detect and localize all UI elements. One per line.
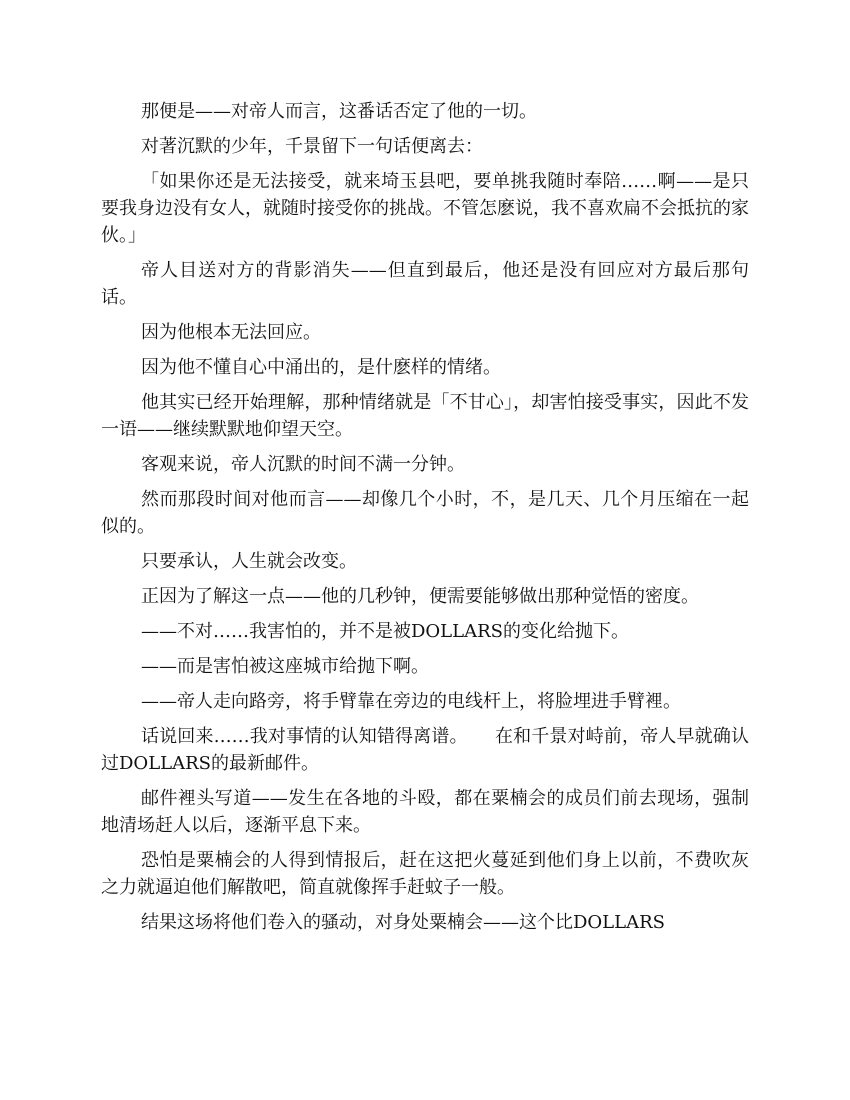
paragraph: 他其实已经开始理解，那种情绪就是「不甘心」，却害怕接受事实，因此不发一语——继续默默地仰望天空。 <box>101 392 749 440</box>
paragraph: 因为他不懂自心中涌出的，是什麽样的情绪。 <box>141 357 501 378</box>
paragraph: 因为他根本无法回应。 <box>141 322 321 343</box>
paragraph: 恐怕是粟楠会的人得到情报后，赶在这把火蔓延到他们身上以前，不费吹灰之力就逼迫他们解散吧，简直就像挥手赶蚊子一般。 <box>101 850 749 898</box>
paragraph: 话说回来……我对事情的认知错得离谱。 在和千景对峙前，帝人早就确认过DOLLARS的最新邮件。 <box>101 726 749 774</box>
paragraph: ——而是害怕被这座城市给抛下啊。 <box>141 656 429 677</box>
paragraph: 帝人目送对方的背影消失——但直到最后，他还是没有回应对方最后那句话。 <box>101 260 749 308</box>
paragraph: ——不对……我害怕的，并不是被DOLLARS的变化给抛下。 <box>141 621 629 642</box>
paragraph: 正因为了解这一点——他的几秒钟，便需要能够做出那种觉悟的密度。 <box>141 586 699 607</box>
paragraph: 邮件裡头写道——发生在各地的斗殴，都在粟楠会的成员们前去现场，强制地清场赶人以后，逐渐平息下来。 <box>101 788 749 836</box>
paragraph: ——帝人走向路旁，将手臂靠在旁边的电线杆上，将脸埋进手臂裡。 <box>141 691 681 712</box>
paragraph: 只要承认，人生就会改变。 <box>141 551 357 572</box>
paragraph: 结果这场将他们卷入的骚动，对身处粟楠会——这个比DOLLARS <box>141 912 665 933</box>
paragraph: 客观来说，帝人沉默的时间不满一分钟。 <box>141 454 465 475</box>
paragraph: 对著沉默的少年，千景留下一句话便离去： <box>141 136 483 157</box>
body-text <box>101 98 749 944</box>
paragraph: 然而那段时间对他而言——却像几个小时，不，是几天、几个月压缩在一起似的。 <box>101 489 749 537</box>
paragraph: 「如果你还是无法接受，就来埼玉县吧，要单挑我随时奉陪……啊——是只要我身边没有女人，就随时接受你的挑战。不管怎麽说，我不喜欢扁不会抵抗的家伙。」 <box>101 171 749 246</box>
paragraph: 那便是——对帝人而言，这番话否定了他的一切。 <box>141 101 537 122</box>
